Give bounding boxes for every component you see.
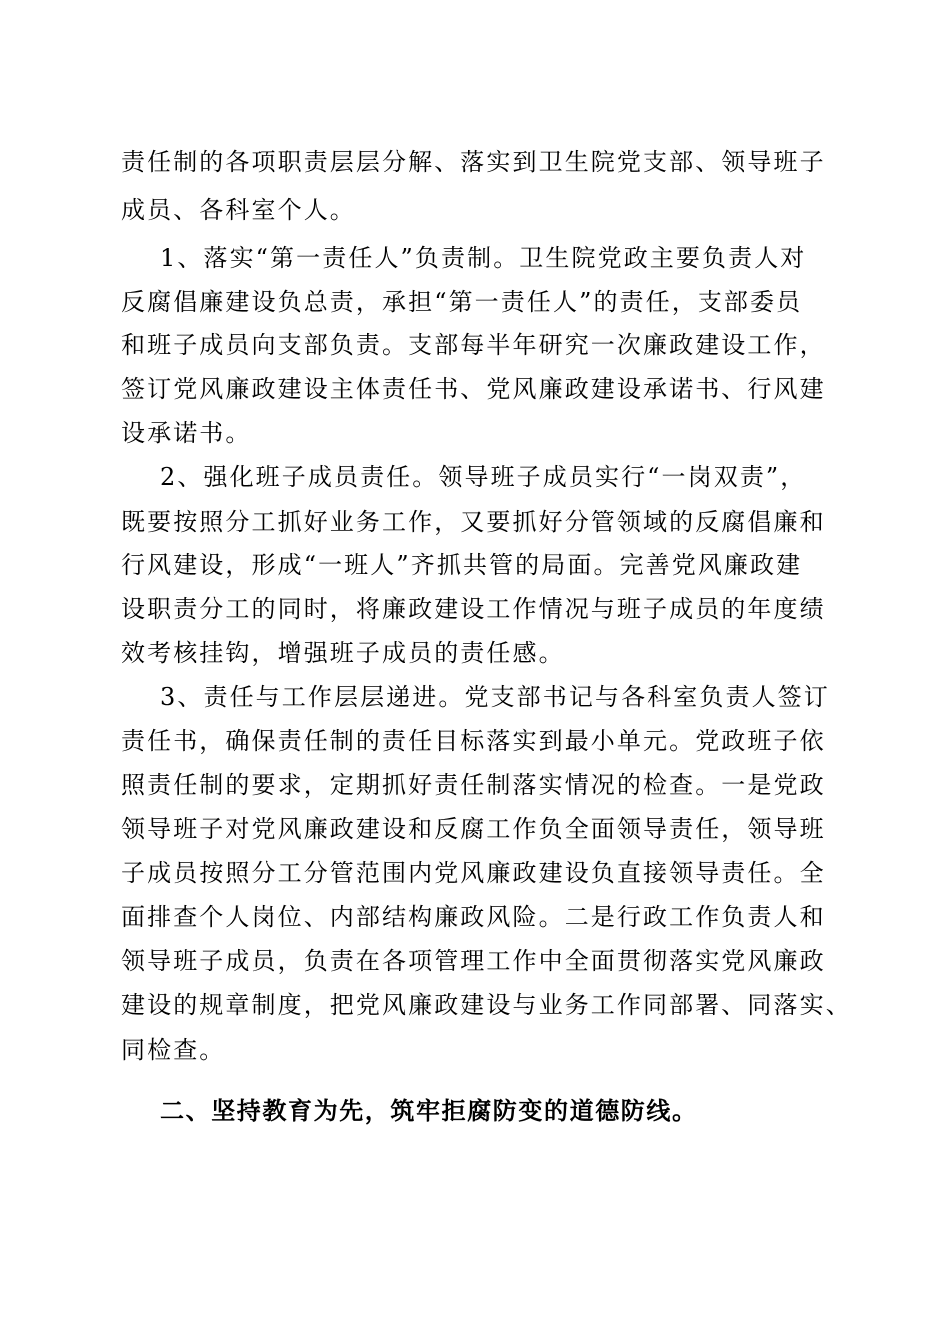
text-line-19: 领导班子成员，负责在各项管理工作中全面贯彻落实党风廉政 [121,947,826,975]
text-line-2: 成员、各科室个人。 [121,196,356,224]
text-line-18: 面排查个人岗位、内部结构廉政风险。二是行政工作负责人和 [121,903,826,931]
text-line-20: 建设的规章制度，把党风廉政建设与业务工作同部署、同落实、 [121,991,852,1019]
text-line-16: 领导班子对党风廉政建设和反腐工作负全面领导责任，领导班 [121,815,826,843]
text-line-1: 责任制的各项职责层层分解、落实到卫生院党支部、领导班子 [121,148,826,176]
text-line-9: 既要按照分工抓好业务工作，又要抓好分管领域的反腐倡廉和 [121,508,826,536]
text-line-12: 效考核挂钩，增强班子成员的责任感。 [121,639,565,667]
text-line-13: 3、责任与工作层层递进。党支部书记与各科室负责人签订 [160,683,830,711]
text-line-10: 行风建设，形成“一班人”齐抓共管的局面。完善党风廉政建 [121,551,803,579]
text-line-11: 设职责分工的同时，将廉政建设工作情况与班子成员的年度绩 [121,595,826,623]
text-line-3: 1、落实“第一责任人”负责制。卫生院党政主要负责人对 [160,244,807,272]
section-heading: 二、坚持教育为先，筑牢拒腐防变的道德防线。 [160,1097,698,1125]
text-line-8: 2、强化班子成员责任。领导班子成员实行“一岗双责”， [160,463,807,491]
text-line-14: 责任书，确保责任制的责任目标落实到最小单元。党政班子依 [121,727,826,755]
text-line-7: 设承诺书。 [121,419,252,447]
text-line-4: 反腐倡廉建设负总责，承担“第一责任人”的责任，支部委员 [121,288,803,316]
text-line-21: 同检查。 [121,1036,226,1064]
text-line-5: 和班子成员向支部负责。支部每半年研究一次廉政建设工作， [121,331,826,359]
text-line-17: 子成员按照分工分管范围内党风廉政建设负直接领导责任。全 [121,859,826,887]
text-line-15: 照责任制的要求，定期抓好责任制落实情况的检查。一是党政 [121,771,826,799]
text-line-6: 签订党风廉政建设主体责任书、党风廉政建设承诺书、行风建 [121,375,826,403]
